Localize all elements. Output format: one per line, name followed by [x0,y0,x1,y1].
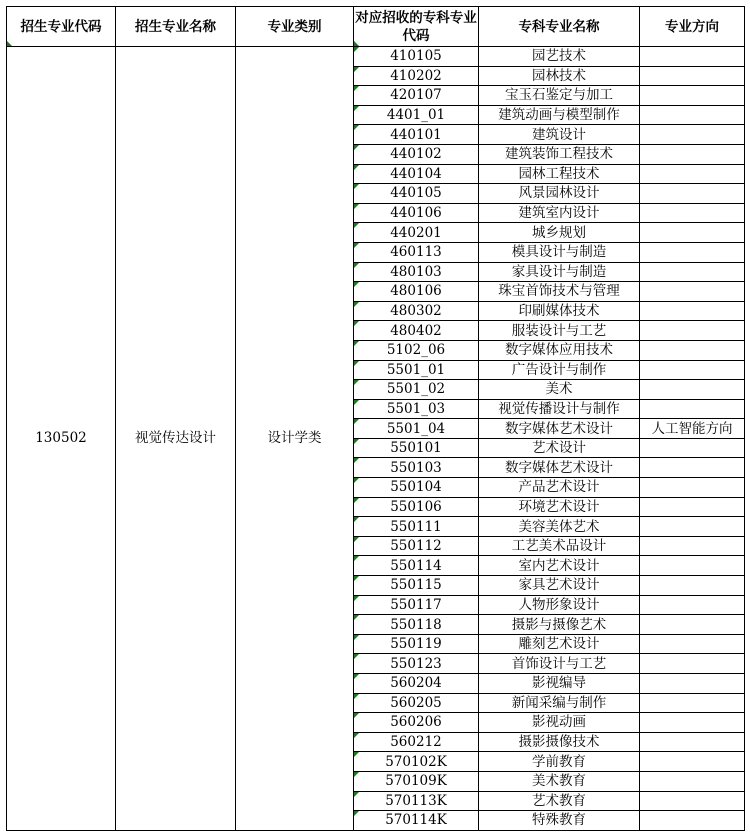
direction-cell [640,86,745,106]
major-table [6,6,745,831]
college-code-text: 550118 [390,616,442,633]
direction-cell [640,791,745,811]
cell-marker-icon [354,419,359,424]
college-code-cell [354,634,479,654]
direction-cell [640,399,745,419]
direction-cell [640,634,745,654]
college-name-cell: 建筑动画与模型制作 [479,105,640,125]
direction-cell [640,203,745,223]
college-code-cell [354,595,479,615]
direction-cell [640,223,745,243]
college-code-text: 560206 [390,714,442,731]
cell-marker-icon [354,204,359,209]
college-code-text: 570114K [385,812,447,829]
college-code-cell [354,438,479,458]
direction-cell [640,752,745,772]
college-code-text: 570109K [385,773,447,790]
header-category: 专业类别 [236,7,354,47]
cell-marker-icon [354,321,359,326]
college-code-cell [354,360,479,380]
direction-cell [640,380,745,400]
college-name-cell: 数字媒体应用技术 [479,340,640,360]
college-code-text: 550115 [390,577,442,594]
college-code-cell [354,282,479,302]
college-code-cell [354,419,479,439]
direction-cell [640,340,745,360]
college-name-cell: 广告设计与制作 [479,360,640,380]
college-code-cell [354,811,479,831]
college-code-text: 550111 [390,518,442,535]
direction-cell [640,576,745,596]
header-enroll-name: 招生专业名称 [116,7,236,47]
college-code-text: 550101 [390,440,442,457]
table-row [7,47,745,67]
cell-marker-icon [354,67,359,72]
cell-marker-icon [354,537,359,542]
direction-cell [640,713,745,733]
cell-marker-icon [354,145,359,150]
college-name-cell: 园艺技术 [479,47,640,67]
college-name-cell: 印刷媒体技术 [479,301,640,321]
cell-marker-icon [354,263,359,268]
direction-cell [640,674,745,694]
cell-marker-icon [354,556,359,561]
college-code-cell [354,654,479,674]
direction-cell [640,125,745,145]
college-name-cell: 影视动画 [479,713,640,733]
college-code-cell [354,458,479,478]
cell-marker-icon [354,478,359,483]
header-direction: 专业方向 [640,7,745,47]
direction-cell [640,732,745,752]
college-name-cell: 摄影摄像技术 [479,732,640,752]
college-code-text: 5501_02 [386,381,446,398]
college-name-cell: 学前教育 [479,752,640,772]
cell-marker-icon [354,615,359,620]
cell-marker-icon [354,439,359,444]
direction-cell [640,184,745,204]
college-code-text: 550103 [390,459,442,476]
merged-category: 设计学类 [236,47,354,831]
college-name-cell: 美术 [479,380,640,400]
cell-marker-icon [354,772,359,777]
college-name-cell: 新闻采编与制作 [479,693,640,713]
college-code-cell [354,144,479,164]
college-code-cell [354,732,479,752]
cell-marker-icon [354,458,359,463]
direction-cell [640,811,745,831]
merged-enroll-code: 130502 [7,47,116,831]
college-code-text: 480302 [390,303,442,320]
college-code-cell [354,105,479,125]
direction-cell [640,517,745,537]
cell-marker-icon [354,733,359,738]
direction-cell [640,301,745,321]
cell-marker-icon [354,243,359,248]
college-code-cell [354,713,479,733]
direction-cell [640,536,745,556]
college-name-cell: 服装设计与工艺 [479,321,640,341]
college-code-text: 5501_04 [386,420,446,437]
college-name-cell: 建筑设计 [479,125,640,145]
college-name-cell: 工艺美术品设计 [479,536,640,556]
college-name-cell: 家具设计与制造 [479,262,640,282]
direction-cell [640,321,745,341]
college-name-cell: 建筑室内设计 [479,203,640,223]
merged-enroll-name: 视觉传达设计 [116,47,236,831]
college-code-text: 570113K [385,792,447,809]
cell-marker-icon [354,576,359,581]
college-code-text: 550119 [390,636,442,653]
cell-marker-icon [354,302,359,307]
college-name-cell: 环境艺术设计 [479,497,640,517]
college-code-text: 5501_01 [386,361,446,378]
direction-cell [640,360,745,380]
college-name-cell: 风景园林设计 [479,184,640,204]
college-code-cell [354,615,479,635]
college-code-cell [354,693,479,713]
college-code-text: 410105 [390,48,442,65]
college-code-cell [354,203,479,223]
college-code-cell [354,184,479,204]
college-code-cell [354,497,479,517]
college-name-cell: 产品艺术设计 [479,478,640,498]
cell-marker-icon [354,713,359,718]
college-code-text: 550106 [390,498,442,515]
college-code-cell [354,478,479,498]
cell-marker-icon [354,792,359,797]
college-code-cell [354,536,479,556]
college-name-cell: 数字媒体艺术设计 [479,458,640,478]
college-code-text: 4401_01 [386,107,446,124]
cell-marker-icon [354,86,359,91]
cell-marker-icon [354,106,359,111]
direction-cell [640,615,745,635]
college-code-text: 5501_03 [386,400,446,417]
college-code-cell [354,223,479,243]
college-code-cell [354,771,479,791]
header-row [7,7,745,47]
cell-marker-icon [354,165,359,170]
college-name-cell: 宝玉石鉴定与加工 [479,86,640,106]
cell-marker-icon [354,400,359,405]
cell-marker-icon [354,361,359,366]
college-name-cell: 人物形象设计 [479,595,640,615]
college-code-text: 440105 [390,185,442,202]
college-code-text: 440106 [390,205,442,222]
college-name-cell: 家具艺术设计 [479,576,640,596]
direction-cell [640,693,745,713]
cell-marker-icon [354,47,359,52]
direction-cell [640,497,745,517]
college-name-cell: 美术教育 [479,771,640,791]
college-code-cell [354,517,479,537]
college-name-cell: 特殊教育 [479,811,640,831]
college-code-text: 550123 [390,655,442,672]
college-name-cell: 首饰设计与工艺 [479,654,640,674]
cell-marker-icon [354,380,359,385]
cell-marker-icon [354,341,359,346]
college-code-text: 440104 [390,165,442,182]
college-code-cell [354,47,479,67]
table-body [7,47,745,831]
direction-cell [640,144,745,164]
header-enroll-code: 招生专业代码 [7,7,116,47]
cell-marker-icon [354,674,359,679]
college-code-text: 420107 [390,87,442,104]
college-code-cell [354,576,479,596]
college-code-cell [354,340,479,360]
cell-marker-icon [354,223,359,228]
college-code-text: 410202 [390,67,442,84]
college-code-cell [354,301,479,321]
college-code-cell [354,66,479,86]
cell-marker-icon [354,752,359,757]
college-name-cell: 室内艺术设计 [479,556,640,576]
college-code-text: 550114 [390,557,442,574]
college-name-cell: 城乡规划 [479,223,640,243]
cell-marker-icon [354,41,359,46]
direction-cell [640,105,745,125]
college-code-cell [354,262,479,282]
college-code-text: 550117 [390,596,442,613]
college-code-cell [354,125,479,145]
cell-marker-icon [354,811,359,816]
college-code-cell [354,380,479,400]
college-code-text: 5102_06 [386,342,446,359]
college-code-text: 480103 [390,263,442,280]
college-code-cell [354,321,479,341]
college-code-text: 550112 [390,538,442,555]
college-name-cell: 园林技术 [479,66,640,86]
college-code-text: 560212 [390,734,442,751]
college-code-cell [354,791,479,811]
college-code-text: 570102K [385,753,447,770]
college-code-cell [354,752,479,772]
college-name-cell: 建筑装饰工程技术 [479,144,640,164]
college-name-cell: 艺术设计 [479,438,640,458]
cell-marker-icon [354,694,359,699]
college-code-cell [354,86,479,106]
cell-marker-icon [354,635,359,640]
college-code-text: 560205 [390,694,442,711]
direction-cell [640,556,745,576]
college-code-text: 560204 [390,675,442,692]
cell-marker-icon [354,517,359,522]
direction-cell [640,478,745,498]
college-name-cell: 摄影与摄像艺术 [479,615,640,635]
header-college-code: 对应招收的专科专业代码 [354,7,479,47]
college-code-cell [354,242,479,262]
cell-marker-icon [354,282,359,287]
college-code-text: 480106 [390,283,442,300]
college-code-text: 440101 [390,126,442,143]
cell-marker-icon [354,125,359,130]
direction-cell [640,654,745,674]
college-code-cell [354,399,479,419]
college-name-cell: 模具设计与制造 [479,242,640,262]
header-college-name: 专科专业名称 [479,7,640,47]
cell-marker-icon [354,596,359,601]
college-name-cell: 雕刻艺术设计 [479,634,640,654]
direction-cell [640,595,745,615]
direction-cell [640,262,745,282]
college-name-cell: 数字媒体艺术设计 [479,419,640,439]
college-name-cell: 珠宝首饰技术与管理 [479,282,640,302]
direction-cell: 人工智能方向 [640,419,745,439]
direction-cell [640,438,745,458]
direction-cell [640,458,745,478]
direction-cell [640,282,745,302]
cell-marker-icon [354,498,359,503]
cell-marker-icon [354,654,359,659]
college-name-cell: 园林工程技术 [479,164,640,184]
college-name-cell: 视觉传播设计与制作 [479,399,640,419]
cell-marker-icon [7,41,12,46]
college-code-text: 480402 [390,322,442,339]
college-code-text: 440201 [390,224,442,241]
college-name-cell: 影视编导 [479,674,640,694]
cell-marker-icon [354,184,359,189]
direction-cell [640,66,745,86]
college-code-text: 550104 [390,479,442,496]
college-code-cell [354,674,479,694]
college-code-text: 440102 [390,146,442,163]
direction-cell [640,164,745,184]
direction-cell [640,242,745,262]
college-name-cell: 美容美体艺术 [479,517,640,537]
direction-cell [640,771,745,791]
college-name-cell: 艺术教育 [479,791,640,811]
college-code-cell [354,164,479,184]
college-code-text: 460113 [390,244,442,261]
college-code-cell [354,556,479,576]
direction-cell [640,47,745,67]
